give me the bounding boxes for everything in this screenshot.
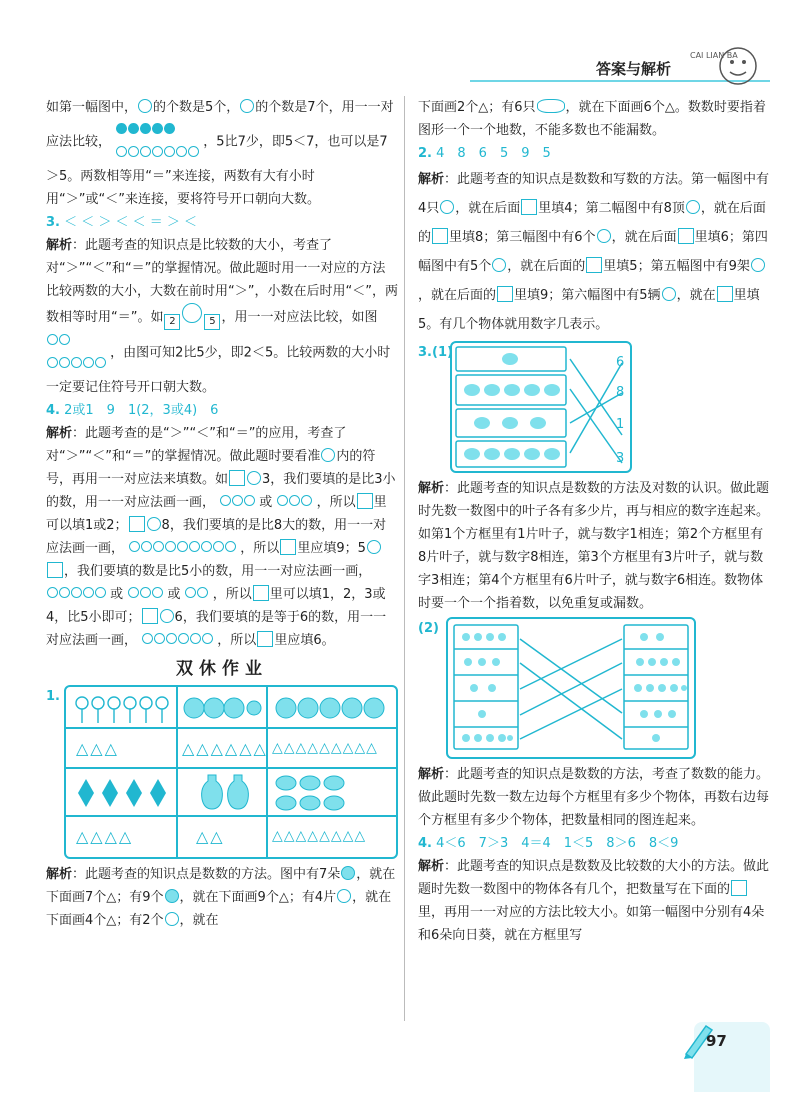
answer-box — [678, 228, 694, 244]
section-title: 双休作业 — [176, 659, 268, 679]
airplane-icon — [751, 258, 765, 272]
circles-compare-icon — [219, 491, 255, 514]
circles-compare-icon — [127, 583, 163, 606]
homework-table — [64, 685, 398, 859]
triangle-row: △△△ — [76, 739, 119, 758]
answer-box — [357, 493, 373, 509]
answer-box — [586, 257, 602, 273]
match-number: 6 — [616, 355, 625, 370]
answer-box — [129, 516, 145, 532]
left-intro: 如第一幅图中， 的个数是5个， 的个数是7个，用一一对应法比较， ，5比7少，即5＜7，也可以是7＞5。两数相等用“＝”来连接，两数有大有小时用“＞”或“＜”来连接，要将符号开口朝向大数。 — [46, 100, 394, 207]
circles-compare-icon — [141, 629, 213, 652]
answer-box — [717, 286, 733, 302]
q3-explanation: 解析：此题考查的知识点是比较数的大小，考查了对“＞”“＜”和“＝”的掌握情况。做此题时用一一对应的方法比较两数的大小，大数在前时用“＞”，小数在后时用“＜”，两数相等时用“＝”。如 2 5 ，用一一对应法比较，如图 ，由图可知2比5少，即2＜5。比较两数的大小时一定要记住符号开口朝大数。 — [46, 238, 398, 395]
answer-box — [257, 631, 273, 647]
answer-box — [497, 286, 513, 302]
answer-box — [253, 585, 269, 601]
leaf-row-icon — [74, 775, 170, 811]
answer-box — [142, 608, 158, 624]
left-column — [46, 96, 398, 932]
logo-text: CAI LIAN BA — [690, 51, 738, 60]
q2-explanation: 解析：此题考查的知识点是数数和写数的方法。第一幅图中有4只 ，就在后面 里填4；第二幅图中有8顶 ，就在后面的 里填8；第三幅图中有6个 ，就在后面 里填6；第四幅图中有5个 ，就在后面的 里填5；第五幅图中有9架，就在后面的 里填9；第六幅图中有5辆 ，就在 里填5。有几个物体就用数字几表示。 — [418, 172, 770, 332]
triangle-row: △△△△△△△△△ — [272, 740, 378, 756]
right-column — [418, 96, 770, 947]
homework-block: 1. △△△ △△△△△△ △△△△△△△△△ △△△△ △△ △△△△△△△△ — [46, 685, 398, 859]
hw-explanation: 解析：此题考查的知识点是数数的方法。图中有7朵 ，就在下面画7个△；有9个 ，就在下面画9个△；有4片 ，就在下面画4个△；有2个 ，就在 — [46, 867, 396, 928]
circles-compare-icon — [46, 330, 106, 376]
q2-answer-line: 2. 4 8 6 5 9 5 — [418, 146, 551, 161]
windmill-icon — [492, 258, 506, 272]
triangle-row: △△ — [196, 827, 225, 846]
answer-box — [432, 228, 448, 244]
brand-logo-icon — [690, 38, 760, 92]
header-title: 答案与解析 — [596, 60, 672, 78]
q4-answer-line: 4. 2或1 9 1(2，3或4) 6 — [46, 403, 219, 418]
answer-box: 5 — [204, 314, 220, 330]
match-number: 8 — [616, 385, 625, 400]
circle-icon — [138, 99, 152, 113]
circle-icon — [182, 303, 202, 323]
circles-compare-icon — [128, 537, 236, 560]
match-number: 1 — [616, 417, 625, 432]
triangle-row: △△△△ — [76, 827, 134, 846]
equals-icon — [160, 609, 174, 623]
right-intro: 下面画2个△；有6只 ，就在下面画6个△。数数时要指着图形一个一个地数，不能多数也不能漏数。 — [418, 100, 766, 138]
answer-box — [229, 470, 245, 486]
circles-compare-icon — [185, 583, 209, 606]
match-number: 3 — [616, 451, 625, 466]
rocking-horse-icon — [597, 229, 611, 243]
q3-part1: 3. (1) 6 8 1 3 — [418, 341, 770, 473]
greater-than-icon — [367, 540, 381, 554]
leaf-icon — [337, 889, 351, 903]
q4-explanation: 解析：此题考查的知识点是数数及比较数的大小的方法。做此题时先数一数图中的物体各有几个，把数量写在下面的里，再用一一对应的方法比较大小。如第一幅图中分别有4朵和6朵向日葵，就在方框里写 — [418, 859, 770, 943]
leaf-match-figure — [450, 341, 632, 473]
bird-icon — [440, 200, 454, 214]
column-divider — [404, 96, 405, 1021]
butterfly-icon — [537, 99, 565, 113]
answer-box — [731, 880, 747, 896]
q4-answer-line: 4. 4＜6 7＞3 4＝4 1＜5 8＞6 8＜9 — [418, 836, 679, 851]
vase-icon — [165, 912, 179, 926]
page-number: 97 — [706, 1032, 727, 1050]
circle-icon — [240, 99, 254, 113]
melon-icon — [165, 889, 179, 903]
answer-box — [521, 199, 537, 215]
answer-box — [280, 539, 296, 555]
triangle-row: △△△△△△△△ — [272, 828, 367, 844]
object-match-figure — [446, 617, 696, 759]
greater-than-icon — [147, 517, 161, 531]
circle-icon — [321, 448, 335, 462]
q3-answer-line: 3. ＜ ＜ ＞ ＜ ＜ ＝ ＞ ＜ — [46, 215, 198, 230]
answer-box — [47, 562, 63, 578]
car-icon — [662, 287, 676, 301]
circles-compare-icon — [46, 583, 106, 606]
ball-row-icon — [182, 691, 262, 725]
q4-explanation: 解析：此题考查的是“＞”“＜”和“＝”的应用，考查了对“＞”“＜”和“＝”的掌握情况。做此题时要看准 内的符号，再用一一对应法来填数。如 3，我们要填的是比3小的数，用一一对应法画一画， 或 ，所以 里可以填1或2； 8，我们要填的是比8大的数，用一一对应法画一画， ，所以 里应填9；5，我们要填的数是比5小的数，用一一对应法画一画， 或 或 ，所以 里可以填1，2，3或4，比5小即可； 6，我们要填的是等于6的数，用一一对应法画一画， ，所以 里应填6。 — [46, 422, 398, 652]
vase-row-icon — [196, 771, 256, 813]
hat-icon — [686, 200, 700, 214]
butterfly-row-icon — [272, 771, 392, 813]
less-than-icon — [247, 471, 261, 485]
answer-box: 2 — [164, 314, 180, 330]
q3-explanation: 解析：此题考查的知识点是数数的方法及对数的认识。做此题时先数一数图中的叶子各有多少片，再与相应的数字连起来。如第1个方框里有1片叶子，就与数字1相连；第2个方框里有8片叶子，就与数字8相连，第3个方框里有3片叶子，就与数字3相连；第4个方框里有6片叶子，就与数字6相连。数物体时要一个一个指着数，以免重复或漏数。 — [418, 481, 770, 611]
triangle-row: △△△△△△ — [182, 739, 268, 758]
melon-row-icon — [272, 691, 392, 725]
flower-row-icon — [72, 691, 172, 725]
circles-compare-icon — [115, 119, 199, 165]
q3b-explanation: 解析：此题考查的知识点是数数的方法，考查了数数的能力。做此题时先数一数左边每个方框里有多少个物体，再数右边每个方框里有多少个物体，把数量相同的图连起来。 — [418, 767, 770, 828]
circles-compare-icon — [276, 491, 312, 514]
flower-icon — [341, 866, 355, 880]
q3-part2: (2) — [418, 617, 770, 759]
